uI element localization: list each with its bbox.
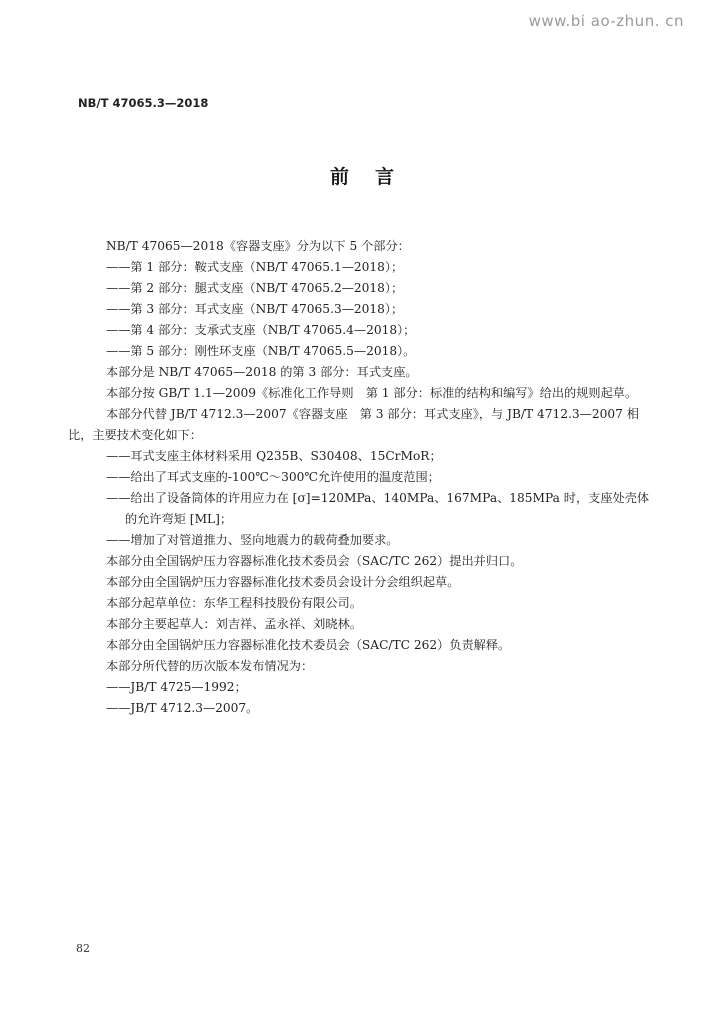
- paragraph-line: ——第 2 部分：腿式支座（NB/T 47065.2—2018）；: [106, 281, 404, 295]
- paragraph-line: 本部分由全国锅炉压力容器标准化技术委员会（SAC/TC 262）提出并归口。: [106, 554, 523, 568]
- paragraph-line: ——增加了对管道推力、竖向地震力的载荷叠加要求。: [106, 533, 399, 547]
- paragraph-line: 本部分所代替的历次版本发布情况为：: [106, 659, 314, 673]
- paragraph-line: NB/T 47065—2018《容器支座》分为以下 5 个部分：: [106, 239, 410, 253]
- paragraph-line: ——耳式支座主体材料采用 Q235B、S30408、15CrMoR；: [106, 449, 442, 463]
- paragraph-line: ——给出了设备筒体的许用应力在 [σ]=120MPa、140MPa、167MPa、185MPa 时，支座处壳体: [106, 491, 650, 505]
- paragraph-line: ——第 5 部分：刚性环支座（NB/T 47065.5—2018）。: [106, 344, 416, 358]
- paragraph-line: ——第 1 部分：鞍式支座（NB/T 47065.1—2018）；: [106, 260, 404, 274]
- paragraph-line: ——JB/T 4725—1992；: [106, 680, 247, 694]
- preface-body: [68, 236, 660, 719]
- paragraph-line: 本部分主要起草人：刘吉祥、孟永祥、刘晓林。: [106, 617, 362, 631]
- page-number: 82: [76, 942, 90, 955]
- paragraph-line: ——给出了耳式支座的-100℃～300℃允许使用的温度范围；: [106, 470, 440, 484]
- paragraph-line: 的允许弯矩 [ML]；: [125, 512, 233, 526]
- paragraph-line: 本部分由全国锅炉压力容器标准化技术委员会（SAC/TC 262）负责解释。: [106, 638, 511, 652]
- paragraph-line: 本部分代替 JB/T 4712.3—2007《容器支座 第 3 部分：耳式支座》，与 JB/T 4712.3—2007 相: [106, 407, 639, 421]
- watermark-text: www.bi ao-zhun. cn: [528, 12, 684, 30]
- paragraph-line: ——第 3 部分：耳式支座（NB/T 47065.3—2018）；: [106, 302, 404, 316]
- paragraph-line: 本部分按 GB/T 1.1—2009《标准化工作导则 第 1 部分：标准的结构和编写》给出的规则起草。: [106, 386, 638, 400]
- page-title: 前言: [329, 166, 420, 188]
- paragraph-line: 本部分起草单位：东华工程科技股份有限公司。: [106, 596, 362, 610]
- paragraph-line: ——第 4 部分：支承式支座（NB/T 47065.4—2018）；: [106, 323, 416, 337]
- paragraph-line: 本部分是 NB/T 47065—2018 的第 3 部分：耳式支座。: [106, 365, 418, 379]
- paragraph-line: 本部分由全国锅炉压力容器标准化技术委员会设计分会组织起草。: [106, 575, 460, 589]
- paragraph-line: 比，主要技术变化如下：: [68, 428, 203, 442]
- paragraph-line: ——JB/T 4712.3—2007。: [106, 701, 259, 715]
- standard-code-header: NB/T 47065.3—2018: [78, 96, 209, 110]
